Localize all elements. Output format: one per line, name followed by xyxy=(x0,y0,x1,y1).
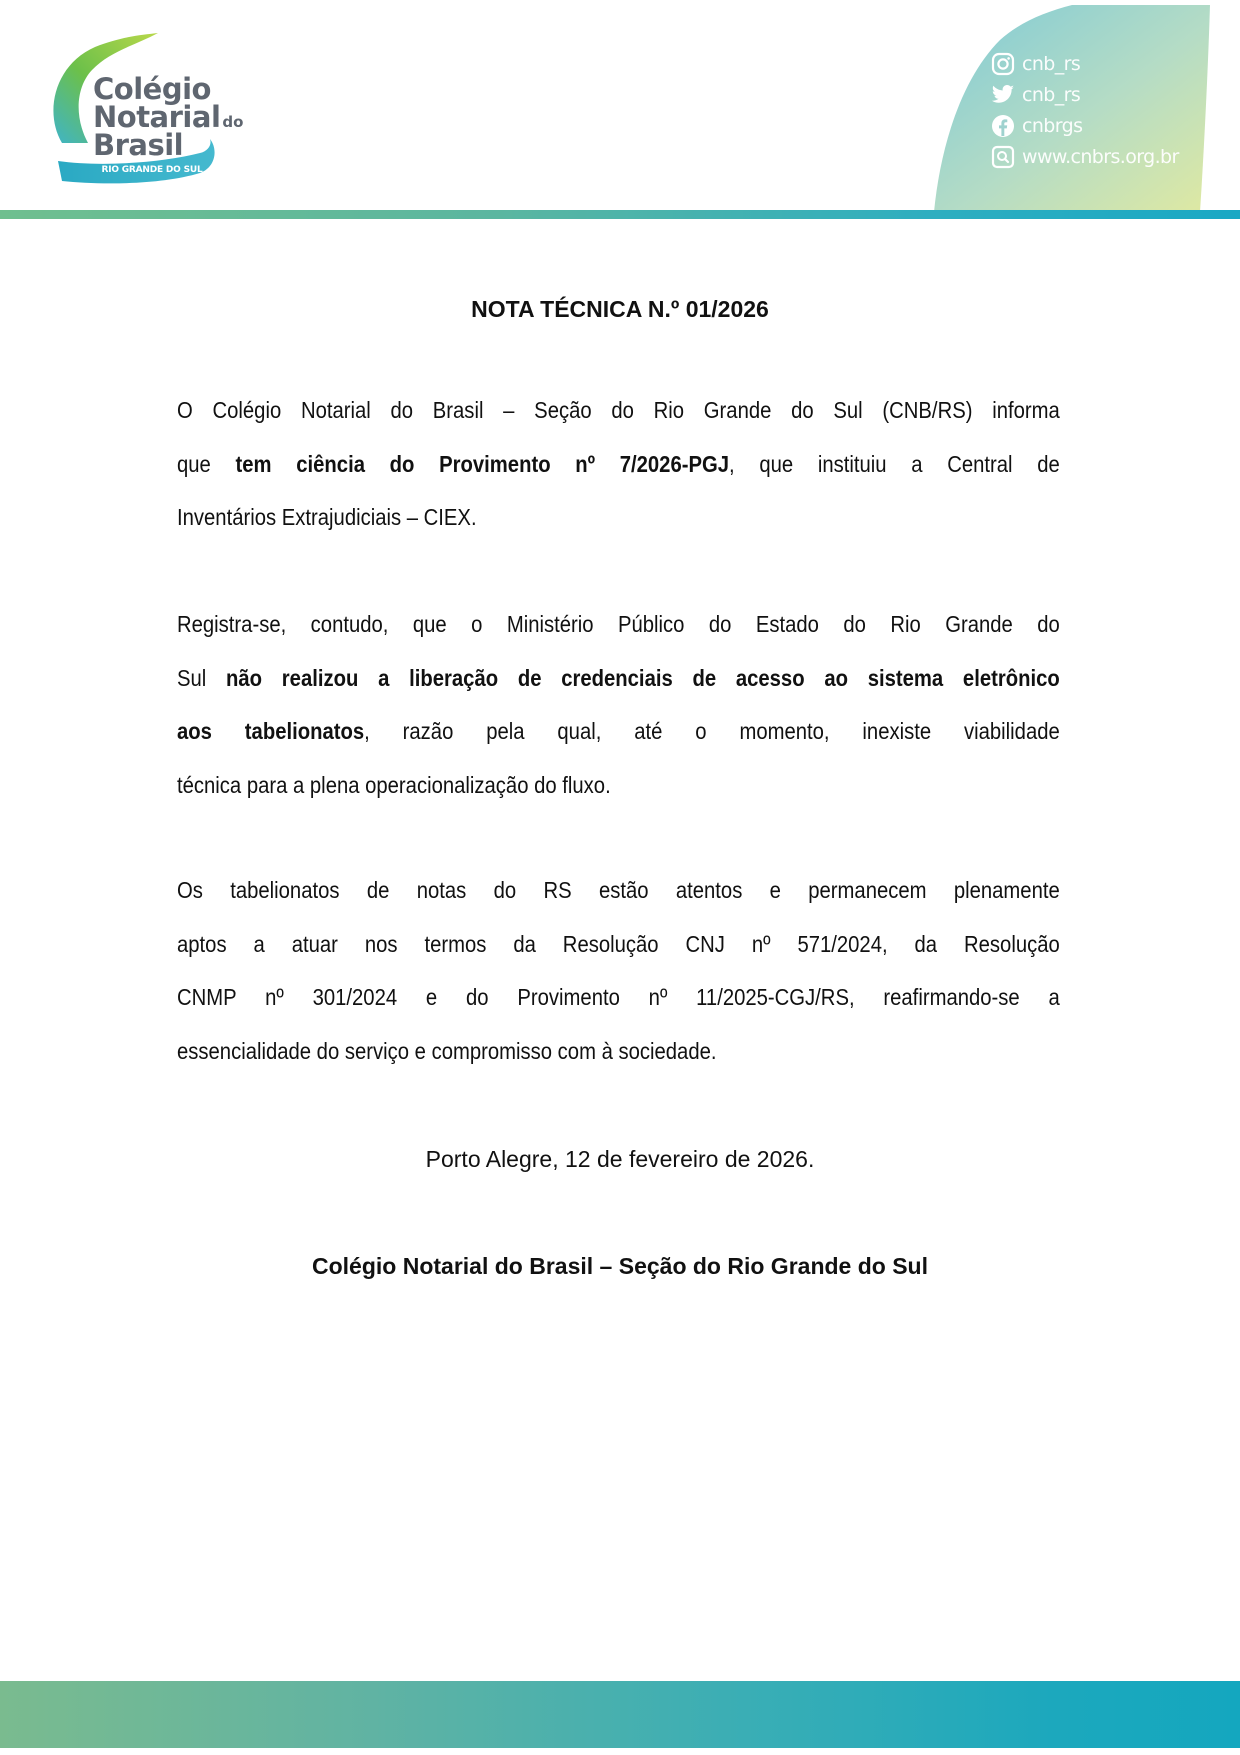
facebook-icon xyxy=(990,113,1016,139)
body-text: que xyxy=(177,450,236,477)
paragraph-line xyxy=(177,877,1060,903)
social-item-instagram[interactable] xyxy=(990,48,1179,79)
social-label: cnb_rs xyxy=(1022,52,1081,75)
body-text: técnica para a plena operacionalização do fluxo. xyxy=(177,771,611,798)
logo-line-2-main: Notarial xyxy=(93,100,221,134)
header-divider-bar xyxy=(0,210,1240,219)
body-text: , que instituiu a Central de xyxy=(729,450,1060,477)
paragraph-line xyxy=(177,665,1060,691)
social-item-website[interactable] xyxy=(990,141,1179,172)
document-title: NOTA TÉCNICA N.º 01/2026 xyxy=(471,296,769,322)
body-text: aptos a atuar nos termos da Resolução CNJ nº 571/2024, da Resolução xyxy=(177,930,1060,957)
paragraph-line xyxy=(177,397,1060,423)
body-text: Registra-se, contudo, que o Ministério Público do Estado do Rio Grande do xyxy=(177,611,1060,637)
logo-line-1: Colégio xyxy=(93,72,211,106)
cnb-rs-logo xyxy=(40,25,250,195)
body-text: essencialidade do serviço e compromisso com à sociedade. xyxy=(177,1037,717,1064)
body-text: , razão pela qual, até o momento, inexiste viabilidade xyxy=(364,718,1060,744)
date-line: Porto Alegre, 12 de fevereiro de 2026. xyxy=(425,1146,815,1172)
twitter-icon xyxy=(990,82,1016,108)
emphasis-text: não realizou a liberação de credenciais de acesso ao sistema eletrônico xyxy=(226,664,1060,691)
search-icon xyxy=(990,144,1016,170)
emphasis-text: tem ciência do Provimento nº 7/2026-PGJ xyxy=(235,450,730,477)
paragraph-line xyxy=(177,718,1060,744)
letterhead-header xyxy=(0,0,1240,225)
body-text: Os tabelionatos de notas do RS estão atentos e permanecem plenamente xyxy=(177,877,1060,903)
paragraph-line xyxy=(177,504,1060,530)
social-label: cnbrgs xyxy=(1022,114,1083,137)
paragraph-line xyxy=(177,931,1060,957)
social-item-facebook[interactable] xyxy=(990,110,1179,141)
paragraph-line xyxy=(177,451,1060,477)
body-text: Inventários Extrajudiciais – CIEX. xyxy=(177,504,477,530)
instagram-icon xyxy=(990,51,1016,77)
body-text: Sul xyxy=(177,664,227,691)
logo-ribbon-text: RIO GRANDE DO SUL xyxy=(101,165,203,175)
social-links xyxy=(990,48,1179,172)
paragraph-line xyxy=(177,1038,1060,1064)
footer-bar xyxy=(0,1681,1240,1748)
paragraph-line xyxy=(177,611,1060,637)
social-label: www.cnbrs.org.br xyxy=(1022,145,1179,168)
body-text: O Colégio Notarial do Brasil – Seção do Rio Grande do Sul (CNB/RS) informa xyxy=(177,397,1060,423)
social-item-twitter[interactable] xyxy=(990,79,1179,110)
paragraph-line xyxy=(177,772,1060,798)
social-label: cnb_rs xyxy=(1022,83,1081,106)
paragraph-line xyxy=(177,984,1060,1010)
body-text: CNMP nº 301/2024 e do Provimento nº 11/2025-CGJ/RS, reafirmando-se a xyxy=(177,984,1060,1010)
logo-line-3: Brasil xyxy=(93,128,184,162)
logo-line-2-suffix: do xyxy=(222,113,244,131)
emphasis-text: aos tabelionatos xyxy=(177,718,365,744)
signature-line: Colégio Notarial do Brasil – Seção do Rio Grande do Sul xyxy=(312,1253,928,1279)
